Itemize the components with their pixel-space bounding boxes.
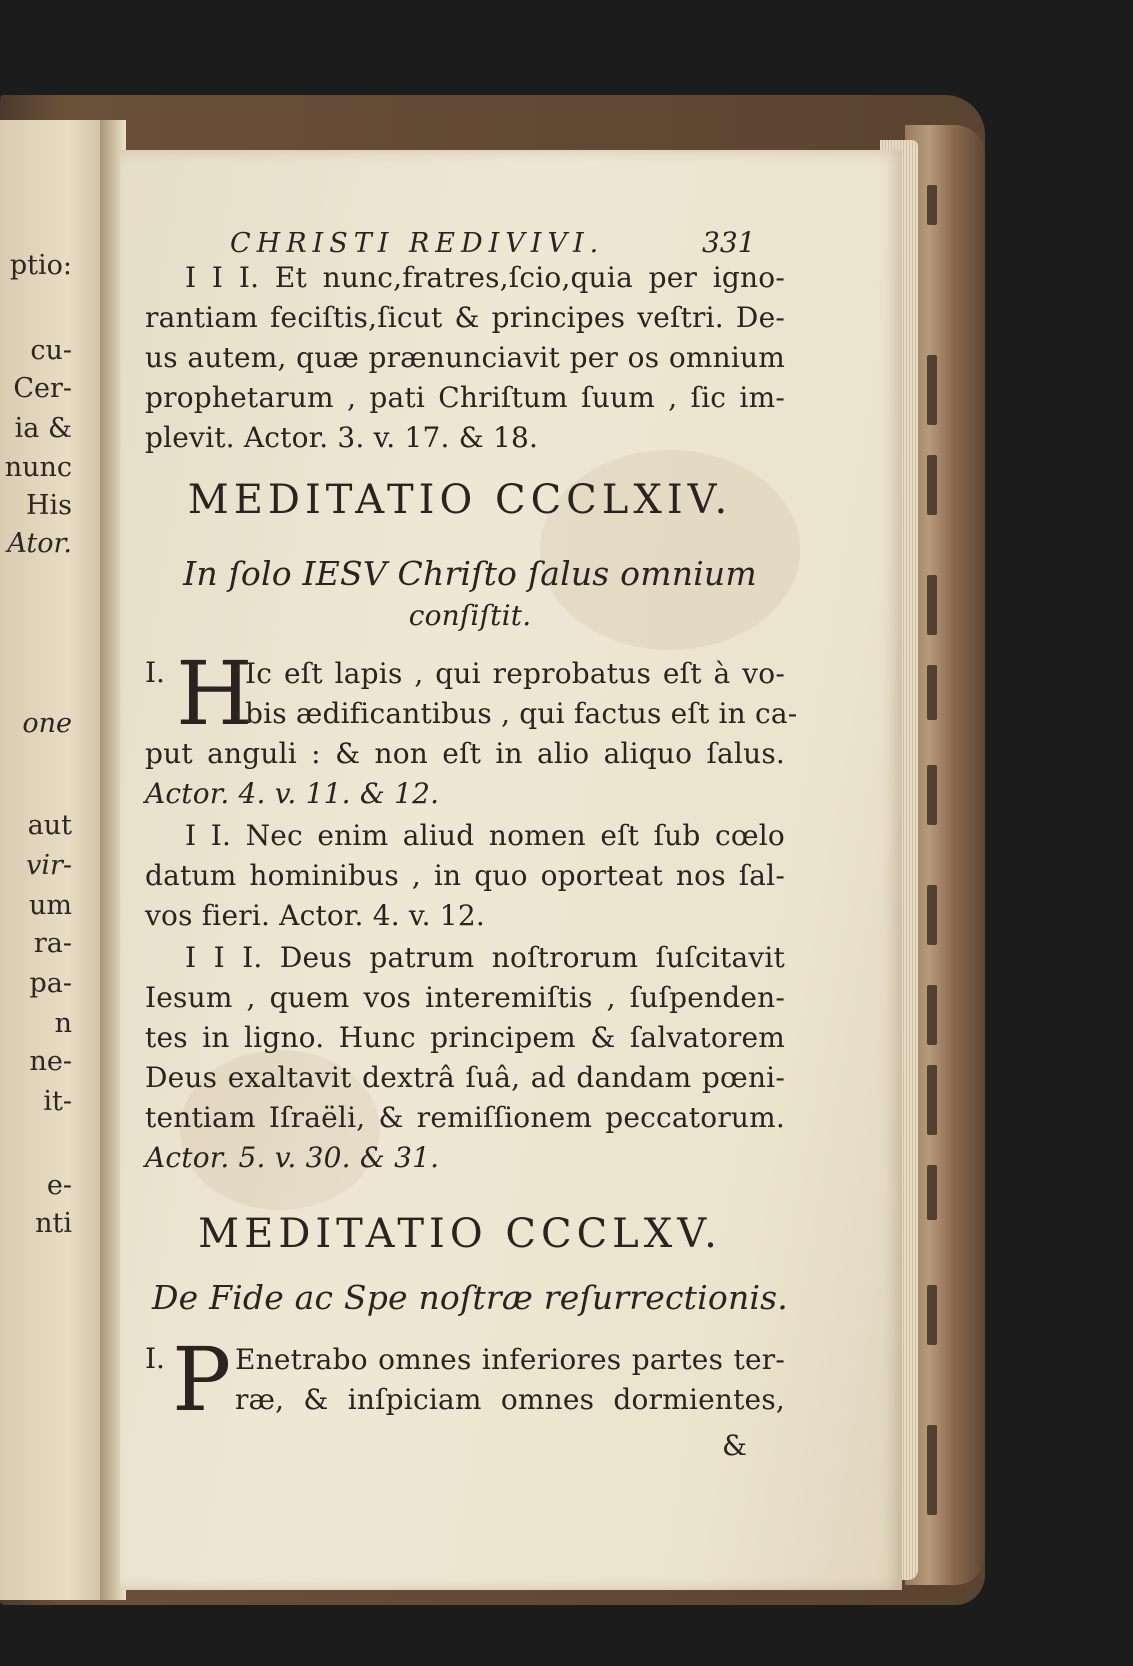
text-line: prophetarum , pati Chriſtum ſuum , ſic im-	[145, 381, 785, 414]
left-fragment: Ator.	[7, 528, 72, 559]
scripture-reference: plevit. Actor. 3. v. 17. & 18.	[145, 421, 539, 454]
text-line: I I. Nec enim aliud nomen eſt ſub cœlo	[185, 819, 785, 852]
text-line: put anguli : & non eſt in alio aliquo ſalus.	[145, 737, 785, 770]
left-fragment: n	[54, 1008, 72, 1039]
left-fragment: Cer-	[13, 373, 72, 404]
left-fragment: vir-	[26, 850, 72, 881]
left-fragment: e-	[46, 1170, 72, 1201]
meditation-heading: MEDITATIO CCCLXIV.	[187, 477, 733, 523]
left-fragment: ptio:	[9, 250, 72, 281]
left-fragment: ia &	[14, 413, 72, 444]
text-line: Enetrabo omnes inferiores partes ter-	[235, 1343, 785, 1376]
text-line: Iesum , quem vos interemiſtis , ſuſpenden-	[145, 981, 785, 1014]
meditation-subtitle: De Fide ac Spe noſtræ reſurrectionis.	[152, 1278, 788, 1317]
meditation-subtitle: conſiſtit.	[408, 599, 532, 632]
drop-cap: P	[172, 1328, 232, 1431]
paragraph-number: I.	[145, 1342, 165, 1375]
left-fragment: pa-	[29, 968, 72, 999]
scripture-reference: Actor. 5. v. 30. & 31.	[145, 1141, 440, 1174]
text-line: I I I. Et nunc,fratres,ſcio,quia per igno-	[185, 261, 785, 294]
left-fragment: His	[25, 490, 72, 521]
left-page	[0, 120, 112, 1600]
left-fragment: cu-	[30, 335, 72, 366]
left-fragment: ra-	[33, 928, 72, 959]
text-line: Ic eſt lapis , qui reprobatus eſt à vo-	[245, 657, 785, 690]
left-fragment: one	[22, 708, 72, 739]
text-line: us autem, quæ prænunciavit per os omnium	[145, 341, 785, 374]
text-line: rantiam feciſtis,ſicut & principes veſtri. De-	[145, 301, 785, 334]
text-line: tentiam Iſraëli, & remiſſionem peccatorum.	[145, 1101, 785, 1134]
meditation-subtitle: In ſolo IESV Chriſto ſalus omnium	[183, 554, 757, 593]
catchword: &	[722, 1429, 748, 1462]
meditation-heading: MEDITATIO CCCLXV.	[198, 1211, 722, 1257]
left-fragment: ne-	[29, 1046, 72, 1077]
left-fragment: nti	[35, 1208, 72, 1239]
left-fragment: aut	[27, 810, 72, 841]
text-line: I I I. Deus patrum noſtrorum ſuſcitavit	[185, 941, 785, 974]
left-fragment: um	[29, 890, 72, 921]
text-line: Deus exaltavit dextrâ ſuâ, ad dandam pœni-	[145, 1061, 785, 1094]
text-line: vos fieri. Actor. 4. v. 12.	[145, 899, 485, 932]
running-head: CHRISTI REDIVIVI.	[230, 228, 605, 259]
left-fragment: it-	[43, 1086, 72, 1117]
left-fragment: nunc	[4, 452, 72, 483]
text-line: datum hominibus , in quo oporteat nos ſal-	[145, 859, 785, 892]
page-number: 331	[702, 226, 756, 259]
text-line: tes in ligno. Hunc principem & ſalvatorem	[145, 1021, 785, 1054]
text-line: bis ædificantibus , qui factus eſt in ca-	[245, 697, 798, 730]
scripture-reference: Actor. 4. v. 11. & 12.	[145, 777, 440, 810]
drop-cap: H	[176, 642, 253, 745]
paragraph-number: I.	[145, 656, 165, 689]
text-line: ræ, & inſpiciam omnes dormientes,	[235, 1383, 785, 1416]
